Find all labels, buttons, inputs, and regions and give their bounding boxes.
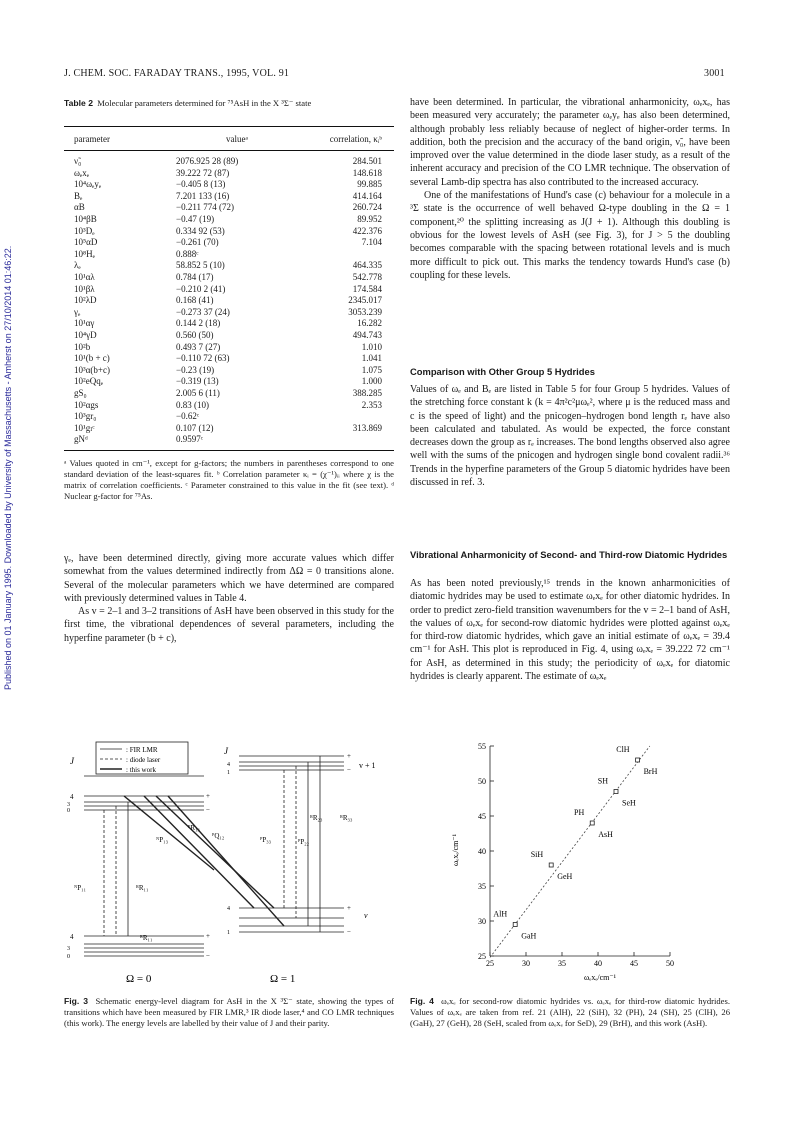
table-row bbox=[64, 156, 394, 168]
cell-value: −0.210 2 (41) bbox=[176, 283, 226, 294]
cell-parameter: 10¹gₗᶜ bbox=[74, 422, 95, 433]
table-row bbox=[64, 353, 394, 365]
table-row bbox=[64, 226, 394, 238]
point-label-third-row: GeH bbox=[557, 872, 573, 881]
branch-label: ᴺP₁₃ bbox=[156, 836, 169, 844]
cell-value: 0.144 2 (18) bbox=[176, 318, 221, 329]
cell-value: −0.211 774 (72) bbox=[176, 202, 234, 213]
figure4-caption-label: Fig. 4 bbox=[410, 996, 434, 1006]
cell-parameter: 10¹(b + c) bbox=[74, 353, 110, 364]
cell-parameter: 10³Dₑ bbox=[74, 225, 95, 236]
y-tick-label: 55 bbox=[478, 742, 486, 751]
cell-correlation: 422.376 bbox=[352, 225, 382, 236]
cell-value: 0.83 (10) bbox=[176, 399, 209, 410]
axis-j-right: J bbox=[224, 746, 228, 756]
anharmonicity-scatter-chart bbox=[440, 732, 700, 982]
cell-correlation: 1.010 bbox=[361, 341, 382, 352]
point-label-second-row: ClH bbox=[616, 745, 630, 754]
branch-label: ᴺP₁₁ bbox=[74, 884, 87, 892]
svg-text:+: + bbox=[206, 792, 210, 800]
cell-value: −0.47 (19) bbox=[176, 214, 215, 224]
table-row bbox=[64, 191, 394, 203]
cell-correlation: 16.282 bbox=[357, 318, 382, 329]
data-point bbox=[513, 923, 517, 927]
section-heading: Comparison with Other Group 5 Hydrides bbox=[410, 366, 595, 377]
cell-parameter: gS₀ bbox=[74, 388, 87, 398]
table-row bbox=[64, 272, 394, 284]
branch-label: ᴾP₃₃ bbox=[260, 836, 272, 844]
y-tick-label: 30 bbox=[478, 917, 486, 926]
cell-correlation: 174.584 bbox=[352, 283, 382, 294]
cell-parameter: αB bbox=[74, 202, 85, 213]
table-row bbox=[64, 260, 394, 272]
cell-parameter: 10³α(b+c) bbox=[74, 364, 110, 375]
section-text: As has been noted previously,¹⁵ trends in the known anharmonicities of diatomic hydrides may be used to estimate ωₑxₑ for other diatomic hydrides. In order to predict zero-field transition wavenumbers for the v = 2–1 band of AsH, the values of ωₑxₑ for second-row diatomic hydrides were plotted against ωₑxₑ for third-row diatomic hydrides, which gave an initial estimate of ωₑxₑ = 39.4 cm⁻¹ for AsH. This plot is reproduced in Fig. 4, using ωₑxₑ = 39.222 72 cm⁻¹ for AsH, as determined in this study; the periodicity of ωₑxₑ for diatomic hydrides is clearly apparent. The estimate of ωₑxₑ bbox=[410, 578, 730, 683]
cell-parameter: 10²eQqₑ bbox=[74, 376, 103, 387]
x-tick-label: 45 bbox=[630, 959, 638, 968]
table-row bbox=[64, 423, 394, 435]
cell-value: −0.23 (19) bbox=[176, 364, 215, 375]
paragraph: As v = 2–1 and 3–2 transitions of AsH have been observed in this study for the first time, the vibrational dependences of several parameters, including the hyperfine parameter (b + c), bbox=[64, 606, 394, 644]
cell-value: 0.168 (41) bbox=[176, 295, 214, 306]
branch-label: ᴾR₁₃ bbox=[188, 824, 200, 832]
cell-correlation: 89.952 bbox=[357, 214, 382, 224]
cell-parameter: 10⁵αD bbox=[74, 237, 98, 248]
svg-text:−: − bbox=[206, 806, 210, 814]
cell-value: −0.405 8 (13) bbox=[176, 179, 226, 190]
point-label-second-row: PH bbox=[574, 808, 585, 817]
cell-parameter: 10¹αγ bbox=[74, 318, 95, 329]
table-row bbox=[64, 284, 394, 296]
cell-value: 39.222 72 (87) bbox=[176, 167, 230, 178]
cell-value: 0.107 (12) bbox=[176, 422, 214, 433]
table-row bbox=[64, 237, 394, 249]
cell-value: 0.9597ᶜ bbox=[176, 434, 204, 445]
cell-value: 2076.925 28 (89) bbox=[176, 156, 239, 166]
y-tick-label: 25 bbox=[478, 952, 486, 961]
j-label: 3 bbox=[67, 802, 70, 808]
point-label-second-row: SH bbox=[597, 776, 608, 786]
cell-correlation: 464.335 bbox=[352, 260, 382, 271]
cell-correlation: 148.618 bbox=[352, 167, 382, 178]
table-header-row bbox=[64, 134, 394, 146]
col-header-value: valueᵃ bbox=[226, 134, 248, 144]
left-body-text bbox=[64, 552, 394, 645]
cell-value: −0.273 37 (24) bbox=[176, 306, 230, 317]
omega1-lower-levels bbox=[239, 908, 344, 932]
table-caption-label: Table 2 bbox=[64, 98, 93, 108]
cell-value: 0.560 (50) bbox=[176, 330, 214, 340]
transition-arrows bbox=[104, 756, 320, 936]
cell-value: −0.319 (13) bbox=[176, 376, 219, 387]
table-row bbox=[64, 376, 394, 388]
point-label-third-row: GaH bbox=[521, 931, 537, 941]
j-label: 0 bbox=[67, 808, 70, 814]
table-row bbox=[64, 434, 394, 446]
svg-text:−: − bbox=[347, 766, 351, 774]
page-number: 3001 bbox=[704, 68, 725, 79]
svg-text:−: − bbox=[206, 952, 210, 960]
cell-parameter: γₑ bbox=[74, 306, 81, 317]
figure3-caption-text: Schematic energy-level diagram for AsH in the X ³Σ⁻ state, showing the types of transitions which have been measured by FIR LMR,³ IR diode laser,⁴ and CO LMR techniques (this work). The energy levels are labelled by their value of J and their parity. bbox=[64, 996, 395, 1028]
cell-parameter: gNᵈ bbox=[74, 434, 88, 445]
axis-j-left: J bbox=[70, 756, 74, 766]
table-caption-text: Molecular parameters determined for ⁷⁵AsH in the X ³Σ⁻ state bbox=[97, 98, 312, 108]
section-heading: Vibrational Anharmonicity of Second- and Third-row Diatomic Hydrides bbox=[410, 549, 728, 560]
j-label: 3 bbox=[67, 946, 70, 952]
cell-parameter: 10⁴γD bbox=[74, 330, 97, 340]
v-upper-label: v + 1 bbox=[359, 761, 376, 770]
cell-parameter: λₑ bbox=[74, 260, 81, 271]
j-label: 1 bbox=[227, 770, 230, 776]
table-row bbox=[64, 249, 394, 261]
cell-value: 0.493 7 (27) bbox=[176, 341, 221, 352]
cell-correlation: 260.724 bbox=[352, 202, 382, 213]
v-lower-label: v bbox=[364, 911, 368, 920]
cell-parameter: ωₑxₑ bbox=[74, 167, 90, 178]
cell-value: 0.334 92 (53) bbox=[176, 225, 225, 236]
j-label: 0 bbox=[67, 954, 70, 960]
cell-parameter: ν̃₀ bbox=[74, 156, 82, 166]
figure4-caption bbox=[410, 996, 730, 1029]
cell-parameter: 10⁴βB bbox=[74, 214, 97, 224]
cell-correlation: 3053.239 bbox=[348, 306, 382, 317]
paragraph: have been determined. In particular, the vibrational anharmonicity, ωₑxₑ, has been measured very accurately; the parameter ωₑyₑ has also been determined, although probably less reliably because of neglect of higher-order terms. In addition, both the precision and the accuracy of the band origin, ν̃₀, have been improved over the value determined in the diode laser study, as a result of the inherent accuracy and precision of the CO LMR technique. The observation of several Lamb-dip spectra has also contributed to the increased accuracy. bbox=[410, 97, 730, 188]
y-tick-label: 40 bbox=[478, 847, 486, 856]
omega0-label: Ω = 0 bbox=[126, 973, 152, 985]
table-row bbox=[64, 400, 394, 412]
cell-correlation: 313.869 bbox=[352, 422, 382, 433]
svg-text:+: + bbox=[347, 752, 351, 760]
data-point bbox=[549, 863, 553, 867]
cell-correlation: 542.778 bbox=[352, 272, 382, 282]
point-label-second-row: AlH bbox=[493, 909, 508, 919]
legend-this-work: : this work bbox=[126, 766, 156, 774]
table-row bbox=[64, 342, 394, 354]
cell-correlation: 99.885 bbox=[357, 179, 382, 190]
branch-label: ᴾQ₁₂ bbox=[212, 832, 225, 840]
branch-label: ᴿR₃₃ bbox=[340, 814, 353, 822]
svg-text:+: + bbox=[347, 904, 351, 912]
cell-correlation: 1.000 bbox=[361, 376, 382, 387]
energy-level-diagram bbox=[64, 740, 394, 990]
x-tick-label: 40 bbox=[594, 959, 602, 968]
table-caption bbox=[64, 98, 394, 109]
table-row bbox=[64, 295, 394, 307]
table-footnote: ᵃ Values quoted in cm⁻¹, except for g-factors; the numbers in parentheses correspond to one standard deviation of the least-squares fit. ᵇ Correlation parameter κᵢ = (χ⁻¹)ᵢᵢ where χ is the matrix of correlation coefficients. ᶜ Parameter constrained to this value in the fit (see text). ᵈ Nuclear g-factor for ⁷⁵As. bbox=[64, 458, 394, 501]
branch-label: ᴿR₁₁ bbox=[136, 884, 149, 892]
cell-parameter: 10²λD bbox=[74, 295, 97, 306]
legend-fir: : FIR LMR bbox=[126, 746, 158, 754]
point-label-third-row: SeH bbox=[622, 798, 636, 808]
table-row bbox=[64, 179, 394, 191]
j-label: 4 bbox=[70, 793, 74, 801]
figure3-caption bbox=[64, 996, 394, 1029]
x-tick-label: 30 bbox=[522, 959, 530, 968]
parity-marks bbox=[206, 752, 351, 960]
j-label: 4 bbox=[227, 906, 230, 912]
x-tick-label: 35 bbox=[558, 959, 566, 968]
y-axis-label: ωₑxₑ/cm⁻¹ bbox=[451, 834, 460, 866]
cell-parameter: 10²αgs bbox=[74, 399, 99, 410]
point-label-third-row: BrH bbox=[643, 767, 658, 776]
col-header-parameter: parameter bbox=[74, 134, 110, 144]
paragraph: One of the manifestations of Hund's case (c) behaviour for a molecule in a ³Σ state is the occurrence of well behaved Ω-type doubling in the Ω = 1 component,²⁰ the splitting increasing as J(J + 1). Although this doubling is obvious for the lowest levels of AsH (see Fig. 3), for J > 5 the doubling becomes comparable with the spacing between rotational levels and is much more difficult to pick out. This marks the tendency towards Hund's case (b) coupling for these levels. bbox=[410, 190, 730, 281]
section-text: Values of ωₑ and Bₑ are listed in Table 5 for four Group 5 hydrides. Values of the stretching force constant k (k = 4π²c²μωₑ², where μ is the reduced mass and c is the speed of light) and the pnicogen–hydrogen bond length rₑ have also been calculated and tabulated. As would be expected, the force constant decreases down the group as rₑ increases. The bond lengths observed also agree well with the sums of the pnicogen and hydrogen single bond covalent radii.³⁶ Trends in the hyperfine parameters of the Group 5 diatomic hydrides have been discussed in ref. 3. bbox=[410, 384, 730, 489]
j-label: 1 bbox=[227, 930, 230, 936]
cell-parameter: 10¹αλ bbox=[74, 272, 95, 282]
cell-value: 2.005 6 (11) bbox=[176, 388, 220, 398]
cell-parameter: 10²b bbox=[74, 341, 91, 352]
svg-text:+: + bbox=[206, 932, 210, 940]
cell-value: 0.888ᶜ bbox=[176, 248, 199, 259]
y-tick-label: 45 bbox=[478, 812, 486, 821]
x-axis-label: ωₑxₑ/cm⁻¹ bbox=[584, 973, 616, 982]
cell-correlation: 284.501 bbox=[352, 156, 382, 166]
cell-parameter: 10³gr₀ bbox=[74, 411, 97, 422]
cell-value: −0.110 72 (63) bbox=[176, 353, 230, 364]
y-tick-label: 35 bbox=[478, 882, 486, 891]
cell-correlation: 1.075 bbox=[361, 364, 382, 375]
table-row bbox=[64, 202, 394, 214]
cell-correlation: 7.104 bbox=[361, 237, 382, 248]
data-point bbox=[614, 790, 618, 794]
table-row bbox=[64, 365, 394, 377]
j-label: 4 bbox=[227, 762, 230, 768]
table-row bbox=[64, 388, 394, 400]
paragraph: γₑ, have been determined directly, giving more accurate values which differ somewhat from the values determined indirectly from ΔΩ = 0 transitions alone. Several of the molecular parameters which we have determined are compared with previously determined values in Table 4. bbox=[64, 553, 394, 604]
cell-correlation: 414.164 bbox=[352, 190, 382, 201]
cell-value: 58.852 5 (10) bbox=[176, 260, 225, 271]
omega1-upper-levels bbox=[239, 756, 344, 770]
cell-correlation: 388.285 bbox=[352, 388, 382, 398]
table-row bbox=[64, 330, 394, 342]
branch-label: ᴿR₁₁ bbox=[140, 934, 153, 942]
branch-label: ᴾP₂₂ bbox=[298, 838, 310, 846]
data-point bbox=[590, 821, 594, 825]
x-tick-label: 25 bbox=[486, 959, 494, 968]
running-header: J. CHEM. SOC. FARADAY TRANS., 1995, VOL. 91 bbox=[64, 68, 290, 79]
col-header-correlation: correlation, κᵢᵇ bbox=[329, 134, 382, 144]
omega0-upper-levels bbox=[84, 776, 204, 810]
svg-text:−: − bbox=[347, 928, 351, 936]
x-tick-label: 50 bbox=[666, 959, 674, 968]
figure3-caption-label: Fig. 3 bbox=[64, 996, 89, 1006]
cell-value: −0.261 (70) bbox=[176, 237, 219, 248]
point-label-third-row: AsH bbox=[598, 830, 613, 839]
cell-correlation: 2345.017 bbox=[348, 295, 382, 306]
table-row bbox=[64, 307, 394, 319]
omega1-label: Ω = 1 bbox=[270, 973, 296, 985]
table-row bbox=[64, 168, 394, 180]
cell-value: −0.62ᶜ bbox=[176, 411, 200, 422]
cell-value: 7.201 133 (16) bbox=[176, 190, 230, 201]
right-body-text bbox=[410, 96, 730, 282]
cell-parameter: 10¹βλ bbox=[74, 283, 95, 294]
y-tick-label: 50 bbox=[478, 777, 486, 786]
point-label-second-row: SiH bbox=[530, 850, 544, 859]
legend-diode: : diode laser bbox=[126, 756, 161, 764]
figure4-caption-text: ωₑxₑ for second-row diatomic hydrides vs. ωₑxₑ for third-row diatomic hydrides. Values of ωₑxₑ are taken from ref. 21 (AlH), 22 (SiH), 32 (PH), 24 (SH), 25 (ClH), 26 (GaH), 27 (GeH), 28 (SeH, scaled from ωₑxₑ for SeD), 29 (BrH), and this work (AsH). bbox=[410, 996, 730, 1028]
table-row bbox=[64, 214, 394, 226]
data-point bbox=[636, 758, 640, 762]
table-row bbox=[64, 411, 394, 423]
cell-correlation: 494.743 bbox=[352, 330, 382, 340]
table-row bbox=[64, 318, 394, 330]
branch-label: ᴿR₂₃ bbox=[310, 814, 323, 822]
cell-parameter: Bₑ bbox=[74, 190, 83, 201]
cell-parameter: 10⁸Hₑ bbox=[74, 248, 95, 259]
j-label: 4 bbox=[70, 933, 74, 941]
cell-correlation: 2.353 bbox=[361, 399, 382, 410]
cell-value: 0.784 (17) bbox=[176, 272, 214, 282]
cell-parameter: 10⁴ωₑyₑ bbox=[74, 179, 102, 190]
cell-correlation: 1.041 bbox=[361, 353, 382, 364]
chart-points bbox=[493, 745, 657, 941]
